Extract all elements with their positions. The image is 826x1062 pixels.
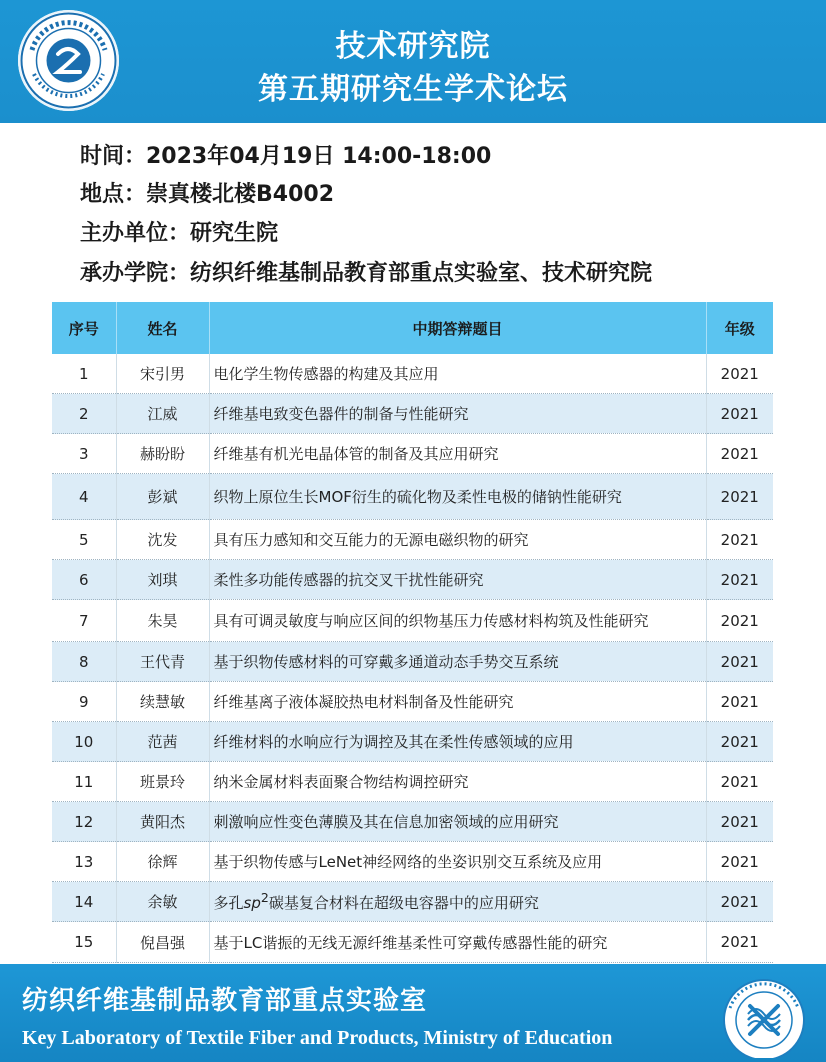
row-year: 2021 — [706, 682, 773, 722]
row-number: 14 — [52, 882, 116, 922]
header-year: 年级 — [706, 302, 773, 354]
row-year: 2021 — [706, 434, 773, 474]
row-year: 2021 — [706, 722, 773, 762]
row-year: 2021 — [706, 354, 773, 394]
table-header-row — [52, 302, 773, 354]
row-number: 7 — [52, 600, 116, 642]
topic-sp-term: sp — [243, 894, 261, 912]
table-row — [52, 520, 773, 560]
table-row — [52, 842, 773, 882]
row-topic: 基于织物传感与LeNet神经网络的坐姿识别交互系统及应用 — [209, 842, 706, 882]
row-topic: 基于LC谐振的无线无源纤维基柔性可穿戴传感器性能的研究 — [209, 922, 706, 963]
row-name: 徐辉 — [116, 842, 209, 882]
row-topic — [209, 882, 706, 922]
defense-schedule-table — [52, 302, 773, 963]
event-host: 主办单位：研究生院 — [80, 221, 279, 246]
row-number: 2 — [52, 394, 116, 434]
row-year: 2021 — [706, 642, 773, 682]
row-topic: 电化学生物传感器的构建及其应用 — [209, 354, 706, 394]
lab-name-en: Key Laboratory of Textile Fiber and Products, Ministry of Education — [22, 1027, 613, 1049]
lab-name-cn: 纺织纤维基制品教育部重点实验室 — [22, 986, 428, 1016]
row-name: 朱昊 — [116, 600, 209, 642]
row-name: 班景玲 — [116, 762, 209, 802]
row-number: 1 — [52, 354, 116, 394]
row-topic: 刺激响应性变色薄膜及其在信息加密领域的应用研究 — [209, 802, 706, 842]
row-topic: 纤维基有机光电晶体管的制备及其应用研究 — [209, 434, 706, 474]
forum-title-line2: 第五期研究生学术论坛 — [258, 72, 568, 107]
row-name: 宋引男 — [116, 354, 209, 394]
table-row — [52, 642, 773, 682]
row-year: 2021 — [706, 600, 773, 642]
row-number: 8 — [52, 642, 116, 682]
row-topic: 织物上原位生长MOF衍生的硫化物及柔性电极的储钠性能研究 — [209, 474, 706, 520]
row-topic: 具有可调灵敏度与响应区间的织物基压力传感材料构筑及性能研究 — [209, 600, 706, 642]
row-number: 10 — [52, 722, 116, 762]
event-time: 时间：2023年04月19日 14:00-18:00 — [80, 144, 492, 169]
row-number: 13 — [52, 842, 116, 882]
row-topic: 具有压力感知和交互能力的无源电磁织物的研究 — [209, 520, 706, 560]
table-row — [52, 434, 773, 474]
topic-prefix: 多孔 — [213, 894, 244, 912]
table-row — [52, 802, 773, 842]
row-name: 余敏 — [116, 882, 209, 922]
row-number: 9 — [52, 682, 116, 722]
footer-banner — [0, 964, 826, 1062]
row-topic: 纳米金属材料表面聚合物结构调控研究 — [209, 762, 706, 802]
row-year: 2021 — [706, 520, 773, 560]
row-topic: 纤维材料的水响应行为调控及其在柔性传感领域的应用 — [209, 722, 706, 762]
table-row — [52, 722, 773, 762]
event-place: 地点：崇真楼北楼B4002 — [80, 182, 334, 207]
row-name: 黄阳杰 — [116, 802, 209, 842]
row-name: 刘琪 — [116, 560, 209, 600]
table-row — [52, 762, 773, 802]
row-number: 6 — [52, 560, 116, 600]
event-organizer: 承办学院：纺织纤维基制品教育部重点实验室、技术研究院 — [80, 261, 653, 286]
lab-logo — [710, 968, 818, 1058]
header-number: 序号 — [52, 302, 116, 354]
row-number: 5 — [52, 520, 116, 560]
header-topic: 中期答辩题目 — [209, 302, 706, 354]
row-number: 12 — [52, 802, 116, 842]
topic-suffix: 碳基复合材料在超级电容器中的应用研究 — [268, 894, 539, 912]
row-name: 彭斌 — [116, 474, 209, 520]
row-year: 2021 — [706, 560, 773, 600]
table-row — [52, 682, 773, 722]
row-number: 15 — [52, 922, 116, 963]
row-number: 4 — [52, 474, 116, 520]
table-row — [52, 882, 773, 922]
table-row — [52, 394, 773, 434]
row-year: 2021 — [706, 802, 773, 842]
topic-superscript: 2 — [260, 890, 269, 905]
row-year: 2021 — [706, 762, 773, 802]
header-name: 姓名 — [116, 302, 209, 354]
row-name: 范茜 — [116, 722, 209, 762]
row-topic: 柔性多功能传感器的抗交叉干扰性能研究 — [209, 560, 706, 600]
header-banner — [0, 0, 826, 123]
row-number: 3 — [52, 434, 116, 474]
row-topic: 基于织物传感材料的可穿戴多通道动态手势交互系统 — [209, 642, 706, 682]
row-name: 江威 — [116, 394, 209, 434]
row-name: 续慧敏 — [116, 682, 209, 722]
lab-seal-icon — [710, 968, 818, 1058]
forum-title-line1: 技术研究院 — [335, 29, 491, 64]
row-year: 2021 — [706, 922, 773, 963]
row-year: 2021 — [706, 882, 773, 922]
row-name: 王代青 — [116, 642, 209, 682]
table-row — [52, 922, 773, 963]
table-row — [52, 474, 773, 520]
row-topic: 纤维基电致变色器件的制备与性能研究 — [209, 394, 706, 434]
row-year: 2021 — [706, 474, 773, 520]
table-row — [52, 600, 773, 642]
row-name: 赫盼盼 — [116, 434, 209, 474]
row-topic: 纤维基离子液体凝胶热电材料制备及性能研究 — [209, 682, 706, 722]
row-name: 倪昌强 — [116, 922, 209, 963]
row-year: 2021 — [706, 842, 773, 882]
row-year: 2021 — [706, 394, 773, 434]
table-row — [52, 560, 773, 600]
row-number: 11 — [52, 762, 116, 802]
row-name: 沈发 — [116, 520, 209, 560]
table-row — [52, 354, 773, 394]
